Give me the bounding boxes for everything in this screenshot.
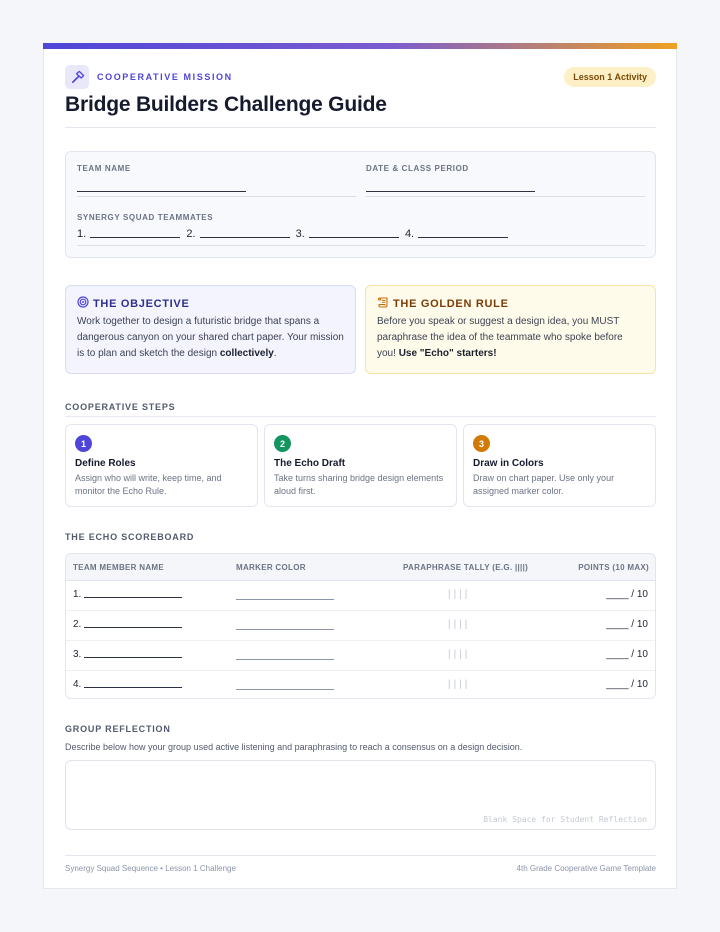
golden-rule-heading — [377, 296, 644, 311]
worksheet-header — [65, 64, 656, 128]
marker-color-blank[interactable] — [236, 689, 334, 690]
echo-scoreboard-table — [65, 553, 656, 699]
team-info-box — [65, 151, 656, 258]
row-number: 2. — [73, 619, 82, 630]
page-title: Bridge Builders Challenge Guide — [65, 93, 387, 116]
marker-color-blank[interactable] — [236, 659, 334, 660]
column-header: TEAM MEMBER NAME — [73, 563, 165, 572]
teammate-number: 1. — [77, 228, 87, 240]
eyebrow-label: COOPERATIVE MISSION — [97, 72, 233, 82]
teammate-blank[interactable] — [418, 237, 508, 238]
step-description: Take turns sharing bridge design elements aloud first. — [274, 473, 444, 496]
step-title: Draw in Colors — [473, 458, 544, 469]
golden-rule-emphasis: Use "Echo" starters! — [398, 348, 497, 359]
objective-heading — [77, 296, 344, 311]
step-title: The Echo Draft — [274, 458, 346, 469]
team-name-blank[interactable] — [77, 191, 246, 192]
points-cell[interactable]: ____ / 10 — [606, 619, 648, 630]
teammate-blank[interactable] — [90, 237, 180, 238]
steps-heading: COOPERATIVE STEPS — [65, 402, 176, 412]
step-card — [65, 424, 258, 507]
target-icon — [77, 296, 89, 311]
objective-title: THE OBJECTIVE — [93, 297, 190, 310]
teammates-label: SYNERGY SQUAD TEAMMATES — [77, 213, 214, 222]
marker-color-blank[interactable] — [236, 629, 334, 630]
date-label: DATE & CLASS PERIOD — [366, 164, 469, 173]
step-card — [463, 424, 656, 507]
member-name-cell[interactable] — [73, 679, 182, 690]
date-blank[interactable] — [366, 191, 535, 192]
table-row — [66, 581, 656, 611]
teammates-row — [77, 228, 508, 240]
objective-emphasis: collectively — [219, 348, 274, 359]
objective-end: . — [273, 348, 277, 359]
reflection-answer-box[interactable] — [65, 760, 656, 830]
member-name-cell[interactable] — [73, 589, 182, 600]
member-name-cell[interactable] — [73, 619, 182, 630]
table-row — [66, 671, 656, 699]
member-name-cell[interactable] — [73, 649, 182, 660]
golden-rule-text — [377, 314, 644, 362]
worksheet-content — [65, 64, 656, 873]
member-name-blank[interactable] — [84, 687, 182, 688]
tally-guide: |||| — [448, 589, 471, 600]
teammate-number: 2. — [186, 228, 196, 240]
points-cell[interactable]: ____ / 10 — [606, 589, 648, 600]
marker-color-blank[interactable] — [236, 599, 334, 600]
points-cell[interactable]: ____ / 10 — [606, 679, 648, 690]
team-name-underline — [77, 196, 356, 197]
tally-guide: |||| — [448, 679, 471, 690]
step-number-badge: 3 — [473, 435, 490, 452]
team-name-label: TEAM NAME — [77, 164, 131, 173]
hammer-icon — [65, 65, 89, 89]
column-header: MARKER COLOR — [236, 563, 306, 572]
golden-rule-card — [365, 285, 656, 374]
footer-divider — [65, 855, 656, 856]
date-underline — [366, 196, 645, 197]
reflection-instructions: Describe below how your group used active listening and paraphrasing to reach a consensus on a design decision. — [65, 742, 523, 752]
reflection-heading: GROUP REFLECTION — [65, 724, 171, 734]
objective-body: Work together to design a futuristic bridge that spans a dangerous canyon on your shared chart paper. Your mission is to plan and sketch the design — [77, 316, 344, 359]
column-header: POINTS (10 MAX) — [578, 563, 649, 572]
reflection-placeholder: Blank Space for Student Reflection — [483, 815, 647, 824]
table-row — [66, 611, 656, 641]
member-name-blank[interactable] — [84, 597, 182, 598]
member-name-blank[interactable] — [84, 657, 182, 658]
row-number: 3. — [73, 649, 82, 660]
footer-right-text: 4th Grade Cooperative Game Template — [516, 864, 656, 873]
step-card — [264, 424, 457, 507]
row-number: 1. — [73, 589, 82, 600]
steps-divider — [65, 416, 656, 417]
step-description: Draw on chart paper. Use only your assigned marker color. — [473, 473, 615, 496]
tally-guide: |||| — [448, 649, 471, 660]
step-number-badge: 1 — [75, 435, 92, 452]
golden-rule-body: Before you speak or suggest a design idea, you MUST paraphrase the idea of the teammate who spoke before you! — [377, 316, 623, 359]
scoreboard-heading: THE ECHO SCOREBOARD — [65, 532, 195, 542]
teammate-blank[interactable] — [200, 237, 290, 238]
step-title: Define Roles — [75, 458, 136, 469]
table-header — [66, 554, 656, 581]
objective-text — [77, 314, 344, 362]
accent-bar — [43, 43, 677, 49]
step-description: Assign who will write, keep time, and monitor the Echo Rule. — [75, 473, 222, 496]
teammate-number: 4. — [404, 228, 415, 240]
teammate-blank[interactable] — [309, 237, 399, 238]
scroll-icon — [377, 296, 389, 311]
lesson-badge: Lesson 1 Activity — [564, 67, 656, 87]
golden-rule-title: THE GOLDEN RULE — [393, 297, 509, 310]
table-row — [66, 641, 656, 671]
step-number-badge: 2 — [274, 435, 291, 452]
objective-card — [65, 285, 356, 374]
footer-left-text: Synergy Squad Sequence • Lesson 1 Challenge — [65, 864, 236, 873]
teammates-underline — [77, 245, 645, 246]
column-header: PARAPHRASE TALLY (E.G. ||||) — [403, 563, 529, 572]
row-number: 4. — [73, 679, 82, 690]
teammate-number: 3. — [295, 228, 305, 240]
points-cell[interactable]: ____ / 10 — [606, 649, 648, 660]
tally-guide: |||| — [448, 619, 471, 630]
member-name-blank[interactable] — [84, 627, 182, 628]
worksheet-page — [43, 43, 677, 889]
